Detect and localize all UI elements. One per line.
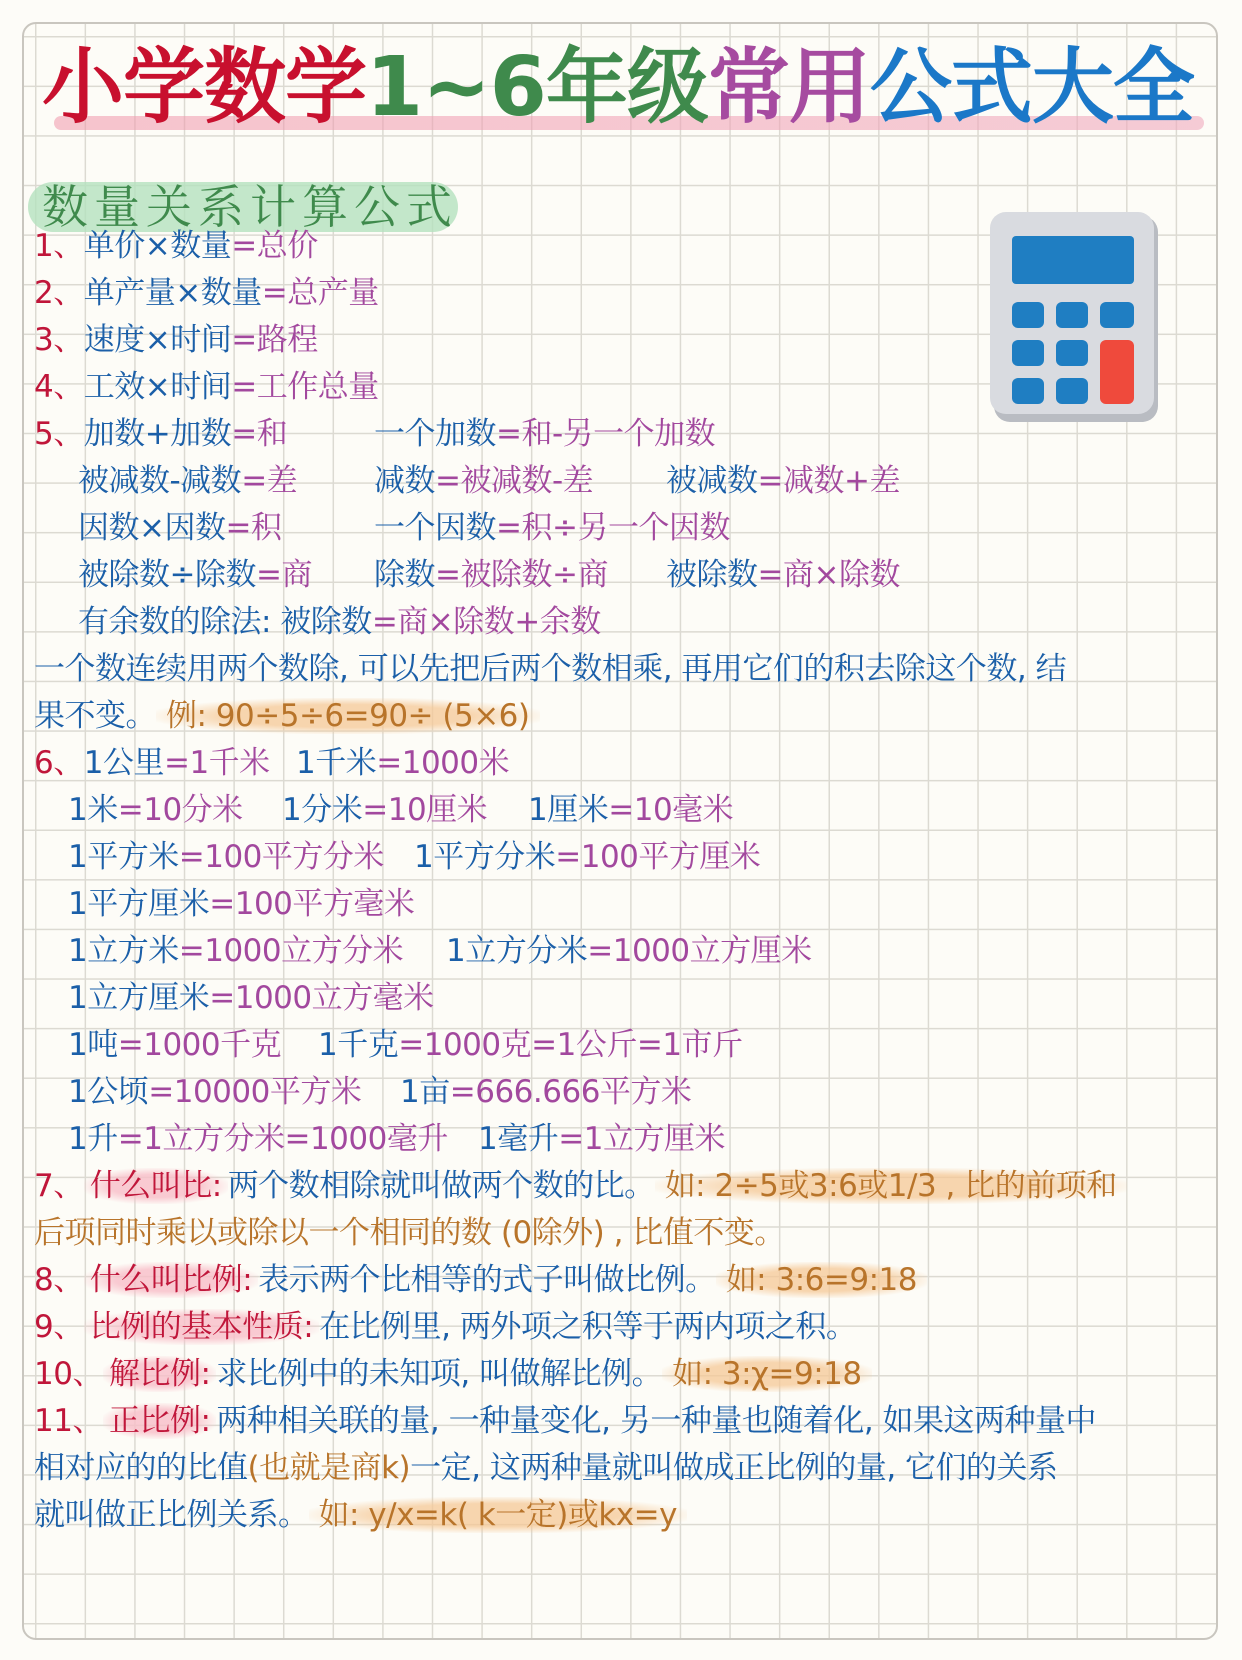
term-heading: 正比例: [103, 1403, 216, 1439]
formula-right: 100平方分米 [204, 839, 384, 875]
formula-right: 路程 [256, 322, 318, 358]
example-text: (也就是商k) [247, 1450, 411, 1486]
formula-line-5b-col2 [374, 456, 593, 506]
equals: = [435, 557, 461, 593]
equals: = [371, 604, 398, 640]
formula-line-7b [34, 1208, 785, 1258]
formula-line-1 [34, 221, 318, 271]
title-part-2: 1~6年级 [366, 40, 708, 135]
example-text: 例: 90÷5÷6=90÷ (5×6) [156, 698, 540, 734]
item-number: 10、 [34, 1356, 103, 1392]
formula-right: 100平方厘米 [580, 839, 761, 875]
formula-left: 1立方分米 [446, 933, 588, 969]
formula-right: 被除数÷商 [460, 557, 608, 593]
formula-line-6b-col2 [282, 785, 487, 835]
formula-line-5a-col2 [374, 409, 715, 459]
formula-left: 1立方米 [68, 933, 179, 969]
equals: = [231, 228, 257, 264]
formula-right: 10厘米 [387, 792, 488, 828]
formula-right: 666.666平方米 [475, 1074, 692, 1110]
equals: = [117, 1121, 144, 1157]
item-number: 4、 [34, 369, 84, 405]
equals: = [178, 839, 205, 875]
formula-left: 被除数÷除数 [78, 557, 256, 593]
equals: = [231, 322, 257, 358]
equals: = [376, 745, 402, 781]
formula-right: 100平方毫米 [234, 886, 415, 922]
formula-left: 除数 [374, 557, 435, 593]
formula-left: 被减数-减数 [78, 463, 242, 499]
equals: = [231, 416, 257, 452]
equals: = [496, 416, 522, 452]
example-text: 如: y/x=k( k一定)或kx=y [309, 1497, 687, 1533]
formula-left: 1厘米 [528, 792, 609, 828]
equals: = [284, 1121, 310, 1157]
formula-right: 1000千克 [143, 1027, 282, 1063]
formula-left: 被减数 [666, 463, 758, 499]
formula-left: 1平方分米 [414, 839, 556, 875]
item-number: 11、 [34, 1403, 103, 1439]
item-number: 8、 [34, 1262, 84, 1298]
example-text: 后项同时乘以或除以一个相同的数 (0除外) , 比值不变。 [34, 1215, 785, 1251]
formula-left: 单产量×数量 [83, 275, 262, 311]
formula-line-4 [34, 362, 379, 412]
formula-line-6d [68, 879, 414, 929]
formula-line-5c-col2 [374, 503, 730, 553]
formula-line-6e [68, 926, 403, 976]
statement-text: 果不变。 [34, 698, 156, 734]
equals: = [225, 510, 251, 546]
formula-right: 1立方厘米 [583, 1121, 725, 1157]
formula-line-5g [34, 691, 540, 741]
formula-line-6a [34, 738, 270, 788]
page-title [42, 38, 1202, 138]
formula-right: 被减数-差 [460, 463, 594, 499]
formula-right: 1000米 [401, 745, 510, 781]
formula-line-7a [34, 1161, 1127, 1211]
equals: = [362, 792, 388, 828]
formula-line-5c [78, 503, 281, 553]
formula-line-6c-col2 [414, 832, 760, 882]
formula-right: 10分米 [143, 792, 243, 828]
equals: = [757, 557, 783, 593]
definition-text: 表示两个比相等的式子叫做比例。 [258, 1262, 716, 1298]
definition-text: 两种相关联的量, 一种量变化, 另一种量也随着化, 如果这两种量中 [216, 1403, 1097, 1439]
equals: = [496, 510, 522, 546]
formula-right: 商 [281, 557, 312, 593]
formula-right: 工作总量 [256, 369, 379, 405]
equals: = [241, 463, 267, 499]
calculator-icon [990, 212, 1170, 432]
equals: = [209, 980, 235, 1016]
formula-left: 单价×数量 [83, 228, 232, 264]
equals: = [255, 557, 282, 593]
formula-left: 被除数 [666, 557, 758, 593]
formula-line-5a [34, 409, 287, 459]
formula-right: 差 [266, 463, 298, 499]
formula-right: 减数+差 [782, 463, 900, 499]
equals: = [531, 1027, 557, 1063]
equals: = [757, 463, 783, 499]
formula-left: 1毫升 [478, 1121, 559, 1157]
formula-line-5d [78, 550, 312, 600]
formula-left: 加数+加数 [83, 416, 232, 452]
equals: = [231, 369, 257, 405]
formula-left: 1千克 [318, 1027, 399, 1063]
item-number: 3、 [34, 322, 84, 358]
formula-line-3 [34, 315, 318, 365]
formula-right: 1市斤 [662, 1027, 743, 1063]
formula-right: 10毫米 [633, 792, 734, 828]
formula-line-6g [68, 1020, 281, 1070]
formula-line-11a [34, 1396, 1096, 1446]
formula-mid: 1立方分米 [143, 1121, 285, 1157]
formula-line-11b [34, 1443, 1058, 1493]
equals: = [117, 1027, 144, 1063]
formula-left: 一个因数 [374, 510, 496, 546]
formula-left: 1米 [68, 792, 118, 828]
equals: = [636, 1027, 663, 1063]
formula-left: 1公里 [83, 745, 164, 781]
formula-right: 商×除数 [782, 557, 900, 593]
formula-left: 1平方厘米 [68, 886, 210, 922]
formula-left: 1分米 [282, 792, 363, 828]
formula-line-6f [68, 973, 434, 1023]
title-part-3: 常用 [707, 40, 870, 135]
equals: = [209, 886, 235, 922]
equals: = [398, 1027, 424, 1063]
formula-left: 1升 [68, 1121, 118, 1157]
equals: = [608, 792, 634, 828]
item-number: 7、 [34, 1168, 84, 1204]
formula-left: 速度×时间 [83, 322, 232, 358]
statement-text: 一个数连续用两个数除, 可以先把后两个数相乘, 再用它们的积去除这个数, 结 [34, 651, 1067, 687]
equals: = [587, 933, 613, 969]
formula-line-5b [78, 456, 297, 506]
formula-line-6b [68, 785, 243, 835]
equals: = [261, 275, 288, 311]
formula-right: 1000立方分米 [204, 933, 404, 969]
item-number: 9、 [34, 1309, 84, 1345]
formula-line-5e [78, 597, 601, 647]
formula-sheet [22, 22, 1218, 1640]
term-heading: 什么叫比: [84, 1168, 228, 1204]
formula-left: 一个加数 [374, 416, 496, 452]
formula-right: 1000毫升 [309, 1121, 448, 1157]
formula-left: 1亩 [400, 1074, 450, 1110]
formula-mid: 1000克 [423, 1027, 532, 1063]
term-heading: 比例的基本性质: [84, 1309, 319, 1345]
formula-left: 1千米 [296, 745, 377, 781]
formula-left: 1立方厘米 [68, 980, 210, 1016]
item-number: 2、 [34, 275, 84, 311]
formula-line-6a-col2 [296, 738, 509, 788]
formula-line-10 [34, 1349, 872, 1399]
formula-line-6i-col2 [478, 1114, 725, 1164]
formula-left: 1公顷 [68, 1074, 149, 1110]
definition-text: 在比例里, 两外项之积等于两内项之积。 [319, 1309, 857, 1345]
formula-line-6i [68, 1114, 448, 1164]
formula-line-6g-col2 [318, 1020, 743, 1070]
formula-line-9 [34, 1302, 856, 1352]
equals: = [178, 933, 205, 969]
equals: = [558, 1121, 584, 1157]
formula-right: 1000立方厘米 [612, 933, 812, 969]
equals: = [555, 839, 581, 875]
formula-left: 1吨 [68, 1027, 118, 1063]
formula-right: 积 [250, 510, 282, 546]
equals: = [449, 1074, 476, 1110]
formula-left: 因数×因数 [78, 510, 226, 546]
formula-right: 1千米 [189, 745, 270, 781]
definition-text: 求比例中的未知项, 叫做解比例。 [216, 1356, 663, 1392]
formula-line-5b-col3 [666, 456, 900, 506]
formula-right: 和 [256, 416, 288, 452]
equals: = [148, 1074, 174, 1110]
equals: = [163, 745, 190, 781]
formula-left: 1平方米 [68, 839, 179, 875]
equals: = [117, 792, 144, 828]
definition-text: 就叫做正比例关系。 [34, 1497, 309, 1533]
definition-text: 相对应的的比值 [34, 1450, 248, 1486]
title-part-4: 公式大全 [869, 40, 1194, 135]
formula-right: 和-另一个加数 [521, 416, 716, 452]
formula-right: 总产量 [287, 275, 379, 311]
formula-line-6h [68, 1067, 361, 1117]
formula-left: 工效×时间 [83, 369, 232, 405]
formula-mid: 1公斤 [556, 1027, 637, 1063]
formula-right: 1000立方毫米 [234, 980, 434, 1016]
item-number: 6、 [34, 745, 84, 781]
formula-line-2 [34, 268, 379, 318]
formula-right: 总价 [256, 228, 318, 264]
formula-left: 有余数的除法: 被除数 [78, 604, 372, 640]
item-number: 1、 [34, 228, 84, 264]
term-heading: 解比例: [103, 1356, 216, 1392]
definition-text: 两个数相除就叫做两个数的比。 [227, 1168, 655, 1204]
formula-line-6c [68, 832, 384, 882]
equals: = [435, 463, 461, 499]
term-heading: 什么叫比例: [84, 1262, 258, 1298]
definition-text: 一定, 这两种量就叫做成正比例的量, 它们的关系 [410, 1450, 1058, 1486]
example-text: 如: 2÷5或3:6或1/3 , 比的前项和 [655, 1168, 1127, 1204]
formula-line-8 [34, 1255, 927, 1305]
formula-line-6h-col2 [400, 1067, 691, 1117]
formula-line-6e-col2 [446, 926, 812, 976]
title-part-1: 小学数学 [42, 40, 367, 135]
formula-right: 商×除数+余数 [397, 604, 601, 640]
formula-right: 积÷另一个因数 [521, 510, 730, 546]
formula-right: 10000平方米 [173, 1074, 362, 1110]
example-text: 如: 3:6=9:18 [716, 1262, 927, 1298]
formula-line-5d-col2 [374, 550, 608, 600]
formula-left: 减数 [374, 463, 435, 499]
formula-line-11c [34, 1490, 687, 1540]
formula-line-5f [34, 644, 1066, 694]
section-title: 数量关系计算公式 [42, 180, 458, 234]
item-number: 5、 [34, 416, 84, 452]
formula-line-6b-col3 [528, 785, 733, 835]
example-text: 如: 3:χ=9:18 [662, 1356, 871, 1392]
formula-line-5d-col3 [666, 550, 900, 600]
